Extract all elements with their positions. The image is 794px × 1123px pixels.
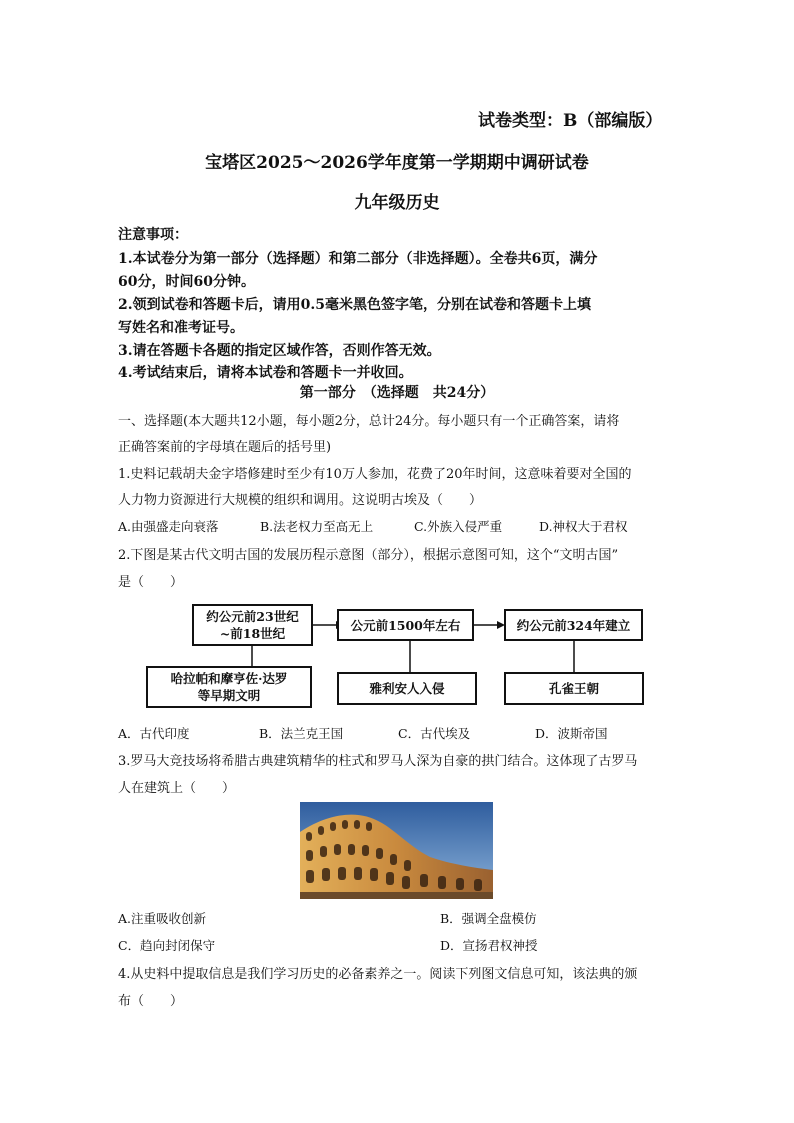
q3-option-b: B．强调全盘模仿: [440, 911, 537, 926]
section-instruction: 一、选择题(本大题共12小题，每小题2分，总计24分。每小题只有一个正确答案，请将: [118, 414, 620, 429]
q2-option-a: A．古代印度: [118, 726, 190, 741]
notice-line: 1.本试卷分为第一部分（选择题）和第二部分（非选择题）。全卷共6页，满分: [118, 251, 598, 267]
q2-stem: 是（ ）: [118, 575, 184, 590]
notice-line: 写姓名和准考证号。: [118, 320, 244, 336]
q3-option-c: C．趋向封闭保守: [118, 938, 216, 953]
notice-line: 60分，时间60分钟。: [118, 274, 255, 290]
notice-line: 4.考试结束后，请将本试卷和答题卡一并收回。: [118, 365, 413, 381]
notice-heading: 注意事项：: [118, 227, 188, 243]
timeline-box-3: 约公元前324年建立: [504, 609, 643, 641]
q3-stem: 人在建筑上（ ）: [118, 781, 236, 796]
part1-title: 第一部分 （选择题 共24分）: [299, 385, 495, 401]
q1-option-c: C.外族入侵严重: [414, 519, 503, 534]
q1-stem: 1.史料记载胡夫金字塔修建时至少有10万人参加，花费了20年时间，这意味着要对全国的: [118, 467, 632, 482]
section-instruction: 正确答案前的字母填在题后的括号里): [118, 440, 332, 455]
q2-option-d: D．波斯帝国: [535, 726, 608, 741]
event-box-3: 孔雀王朝: [504, 672, 644, 705]
notice-line: 3.请在答题卡各题的指定区域作答，否则作答无效。: [118, 343, 441, 359]
timeline-box-2: 公元前1500年左右: [337, 609, 474, 641]
q3-option-d: D．宣扬君权神授: [440, 938, 538, 953]
exam-title: 宝塔区2025～2026学年度第一学期期中调研试卷: [205, 153, 589, 173]
q1-option-d: D.神权大于君权: [539, 519, 628, 534]
q1-option-b: B.法老权力至高无上: [260, 519, 374, 534]
event-box-1: 哈拉帕和摩亨佐·达罗 等早期文明: [146, 666, 312, 708]
q2-stem: 2.下图是某古代文明古国的发展历程示意图（部分），根据示意图可知，这个“文明古国”: [118, 548, 619, 563]
q3-option-a: A.注重吸收创新: [118, 911, 207, 926]
colosseum-photo: [300, 802, 493, 899]
notice-line: 2.领到试卷和答题卡后，请用0.5毫米黑色签字笔，分别在试卷和答题卡上填: [118, 297, 591, 313]
q3-stem: 3.罗马大竞技场将希腊古典建筑精华的柱式和罗马人深为自豪的拱门结合。这体现了古罗马: [118, 754, 638, 769]
q1-option-a: A.由强盛走向衰落: [118, 519, 219, 534]
q2-option-c: C．古代埃及: [398, 726, 471, 741]
timeline-box-1: 约公元前23世纪 ~前18世纪: [192, 604, 313, 646]
q4-stem: 布（ ）: [118, 994, 184, 1009]
q1-stem: 人力物力资源进行大规模的组织和调用。这说明古埃及（ ）: [118, 493, 483, 508]
event-box-2: 雅利安人入侵: [337, 672, 477, 705]
q4-stem: 4.从史料中提取信息是我们学习历史的必备素养之一。阅读下列图文信息可知，该法典的颁: [118, 967, 638, 982]
subject-title: 九年级历史: [354, 193, 440, 213]
exam-type: 试卷类型：B（部编版）: [478, 111, 663, 131]
q2-option-b: B．法兰克王国: [259, 726, 344, 741]
